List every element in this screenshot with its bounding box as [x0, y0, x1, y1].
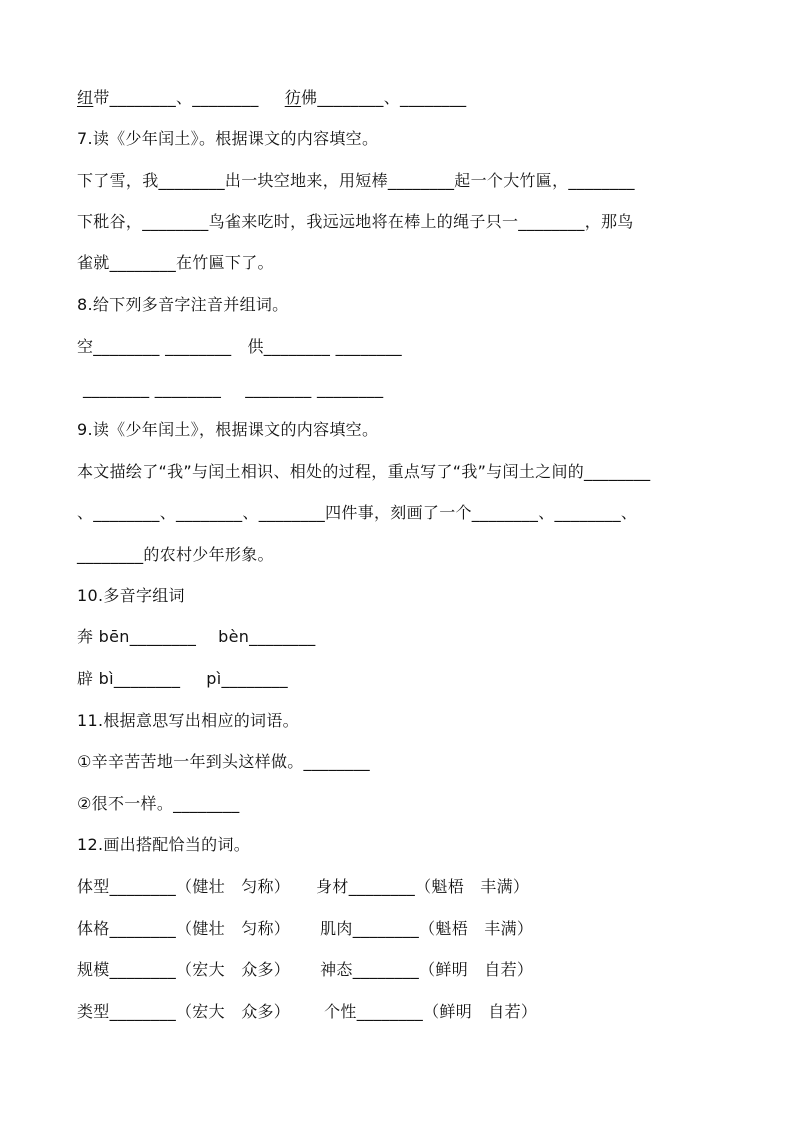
q8-row2-blanks-a: ________ ________ — [83, 379, 222, 398]
q11-item-1: ①辛辛苦苦地一年到头这样做。________ — [77, 752, 370, 771]
q12-right-item: 肌肉________（魁梧 丰满） — [320, 919, 534, 938]
q7-line-2: 下秕谷，________鸟雀来吃时，我远远地将在棒上的绳子只一________，那鸟 — [77, 212, 634, 231]
q10-bi-blank: 辟 bì________ — [77, 669, 181, 688]
q12-left-item: 体格________（健壮 匀称） — [77, 919, 291, 938]
q8-kong-blanks: 空________ ________ — [77, 337, 232, 356]
q10-row-2 — [77, 664, 727, 694]
q6-tail-line — [77, 83, 727, 113]
q11-title: 11.根据意思写出相应的词语。 — [77, 711, 299, 730]
q10-row-1 — [77, 622, 727, 652]
q9-line-1: 本文描绘了“我”与闰土相识、相处的过程，重点写了“我”与闰土之间的________ — [77, 462, 651, 481]
q12-row — [77, 872, 727, 902]
q8-row2-blanks-b: ________ ________ — [245, 379, 384, 398]
q9-line-2: 、________、________、________四件事，刻画了一个________、________、 — [77, 503, 638, 522]
q12-right-item: 神态________（鲜明 自若） — [320, 960, 534, 979]
q10-ben2-blank: bèn________ — [218, 627, 316, 646]
q6-word2-blanks: 佛________、________ — [301, 88, 467, 107]
q6-word1-blanks: 带________、________ — [93, 88, 259, 107]
q9-title: 9.读《少年闰土》，根据课文的内容填空。 — [77, 420, 379, 439]
q8-title: 8.给下列多音字注音并组词。 — [77, 295, 289, 314]
q12-right-item: 个性________（鲜明 自若） — [324, 1002, 538, 1021]
q6-word2-char: 彷 — [284, 88, 302, 107]
q12-title: 12.画出搭配恰当的词。 — [77, 835, 251, 854]
q6-word1-char: 纽 — [77, 88, 94, 107]
q7-line-3: 雀就________在竹匾下了。 — [77, 253, 274, 272]
q11-item-2: ②很不一样。________ — [77, 794, 240, 813]
q7-line-1: 下了雪，我________出一块空地来，用短棒________起一个大竹匾，________ — [77, 171, 635, 190]
q9-line-3: ________的农村少年形象。 — [77, 545, 274, 564]
q12-row — [77, 955, 727, 985]
q10-ben1-blank: 奔 bēn________ — [77, 627, 197, 646]
q12-right-item: 身材________（魁梧 丰满） — [316, 877, 530, 896]
q12-row — [77, 997, 727, 1027]
q12-left-item: 类型________（宏大 众多） — [77, 1002, 291, 1021]
q12-left-item: 规模________（宏大 众多） — [77, 960, 291, 979]
q12-row — [77, 914, 727, 944]
q10-pi-blank: pì________ — [206, 669, 288, 688]
q12-left-item: 体型________（健壮 匀称） — [77, 877, 291, 896]
q7-title: 7.读《少年闰土》。根据课文的内容填空。 — [77, 129, 379, 148]
q8-row-1 — [77, 332, 727, 362]
q8-gong-blanks: 供________ ________ — [247, 337, 402, 356]
q8-row-2 — [83, 374, 733, 404]
q10-title: 10.多音字组词 — [77, 586, 185, 605]
